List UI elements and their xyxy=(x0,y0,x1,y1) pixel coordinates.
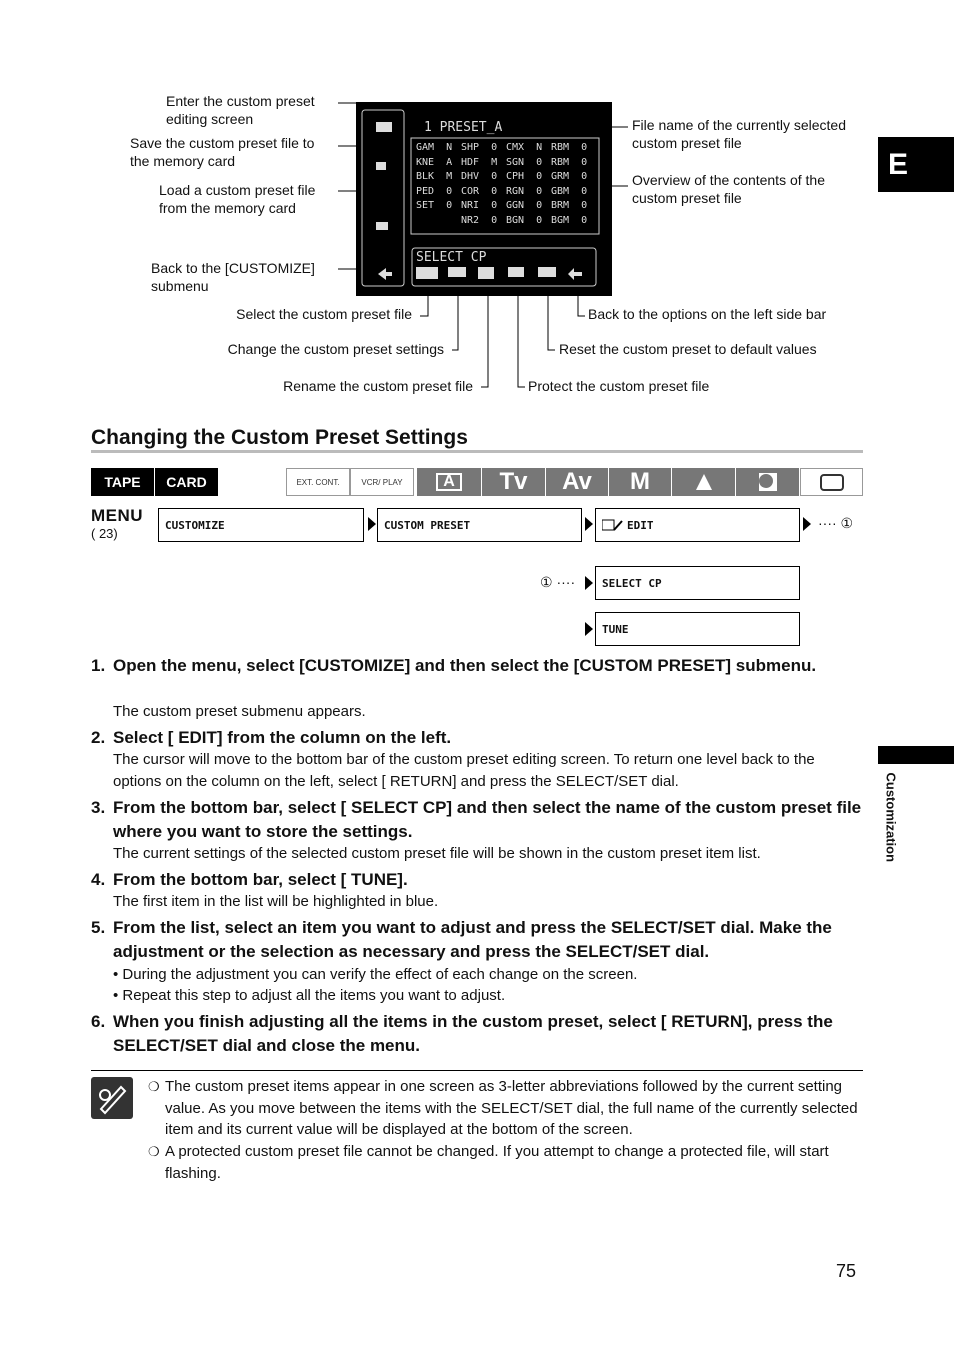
callout-change-settings: Change the custom preset settings xyxy=(227,341,444,357)
preset-item: RBM 0 xyxy=(551,156,588,168)
menu-label: MENU xyxy=(91,506,144,525)
pencil-icon xyxy=(91,1077,133,1119)
menu-page-ref xyxy=(91,526,118,541)
callout-select-file: Select the custom preset file xyxy=(236,306,412,322)
preset-item: CPH 0 xyxy=(506,171,543,182)
mode-frame xyxy=(800,468,863,496)
preset-item: GRM 0 xyxy=(551,171,588,182)
preset-item: COR 0 xyxy=(461,185,498,197)
preset-item: GGN 0 xyxy=(506,200,543,211)
section-title: Changing the Custom Preset Settings xyxy=(91,426,468,449)
callout-enter-edit: Enter the custom preset editing screen xyxy=(166,93,315,127)
step-5-bullet-2: • Repeat this step to adjust all the items you want to adjust. xyxy=(113,987,506,1004)
menu-edit-label: EDIT xyxy=(627,518,654,532)
step-number: 6. xyxy=(91,1012,106,1031)
preset-item: SET 0 xyxy=(416,200,453,211)
preset-item: RGN 0 xyxy=(506,185,543,197)
page-number: 75 xyxy=(836,1261,857,1281)
menu-arrow-5 xyxy=(585,622,593,636)
callout-reset-default: Reset the custom preset to default values xyxy=(559,341,817,357)
frame-icon xyxy=(819,472,845,492)
step-number: 5. xyxy=(91,918,106,937)
mode-auto-label: A xyxy=(436,473,462,491)
step-number: 1. xyxy=(91,656,106,675)
step-4-desc: The first item in the list will be highlighted in blue. xyxy=(113,893,439,910)
menu-arrow-4 xyxy=(585,576,593,590)
preset-item-grid xyxy=(416,142,596,232)
callout-rename-file: Rename the custom preset file xyxy=(283,378,473,394)
step-3-desc: The current settings of the selected custom preset file will be shown in the custom preset item list. xyxy=(113,845,761,862)
step-text: From the bottom bar, select [ TUNE]. xyxy=(113,870,408,889)
mode-auto xyxy=(417,468,481,496)
note-pencil-icon xyxy=(91,1077,133,1119)
preset-item: GAM N xyxy=(416,142,453,153)
preset-item: GBM 0 xyxy=(551,185,588,197)
menu-ref-text: ( 23) xyxy=(91,526,118,541)
menu-arrow-1 xyxy=(368,517,376,531)
mode-night xyxy=(736,468,799,496)
step-number: 4. xyxy=(91,870,106,889)
preset-item: BGN 0 xyxy=(506,214,543,226)
mode-ext-cont: EXT. CONT. xyxy=(286,468,350,496)
menu-custom-preset: CUSTOM PRESET xyxy=(377,508,582,542)
select-cp-label: SELECT CP xyxy=(416,250,487,265)
menu-arrow-2 xyxy=(585,517,593,531)
preset-item: NR2 0 xyxy=(461,214,498,226)
mode-card: CARD xyxy=(154,468,218,496)
night-icon xyxy=(758,472,778,492)
side-label xyxy=(876,772,899,885)
step-number: 2. xyxy=(91,728,106,747)
resume-marker: ① ···· xyxy=(540,574,576,590)
preset-item: DHV 0 xyxy=(461,171,498,182)
continue-circle: ① xyxy=(840,515,854,531)
customization-tab-bar xyxy=(878,746,954,764)
section-tab-e: E xyxy=(878,137,954,192)
callout-back-options: Back to the options on the left side bar xyxy=(588,306,827,322)
callout-back-customize: Back to the [CUSTOMIZE] submenu xyxy=(151,260,315,294)
preset-item: BRM 0 xyxy=(551,200,588,211)
preset-item: HDF M xyxy=(461,156,498,168)
resume-circle: ① xyxy=(540,574,553,590)
step-text: From the bottom bar, select [ SELECT CP] and then select the name of the custom preset file where you want to store the settings. xyxy=(113,798,862,841)
mode-vcr-play: VCR/ PLAY xyxy=(350,468,414,496)
step-number: 3. xyxy=(91,798,106,817)
preset-item: RBM 0 xyxy=(551,142,588,153)
preset-item: PED 0 xyxy=(416,185,453,197)
callout-save-card: Save the custom preset file to the memory card xyxy=(130,135,315,169)
note-1: The custom preset items appear in one screen as 3-letter abbreviations followed by the current setting value. As you move between the items with the SELECT/SET dial, the full name of the currently selected item and its current value will be displayed at the bottom of the screen. xyxy=(165,1078,858,1138)
notes-rule xyxy=(91,1070,863,1071)
menu-select-cp: SELECT CP xyxy=(595,566,800,600)
preset-item: NRI 0 xyxy=(461,200,498,211)
step-2-desc: The cursor will move to the bottom bar of the custom preset editing screen. To return one level back to the options on the column on the left, select [ RETURN] and press the SELECT/SET dial. xyxy=(113,751,815,790)
note-bullet-1: ❍ xyxy=(148,1079,160,1094)
mode-av: Av xyxy=(546,468,608,496)
preset-item: SHP 0 xyxy=(461,142,498,153)
callout-load-card: Load a custom preset file from the memory card xyxy=(159,182,316,216)
continue-marker: ···· ① xyxy=(818,515,854,531)
preset-item: BGM 0 xyxy=(551,214,588,226)
step-1-desc: The custom preset submenu appears. xyxy=(113,703,366,720)
customization-label: Customization xyxy=(883,772,899,863)
callout-protect-file: Protect the custom preset file xyxy=(528,378,710,394)
preset-item: KNE A xyxy=(416,156,453,168)
mode-spotlight xyxy=(672,468,735,496)
step-text: Select [ EDIT] from the column on the left. xyxy=(113,728,452,747)
menu-edit xyxy=(595,508,800,542)
note-bullet-2: ❍ xyxy=(148,1144,160,1159)
preset-item: BLK M xyxy=(416,171,453,182)
custom-preset-screen xyxy=(356,102,612,296)
preset-item: CMX N xyxy=(506,142,543,153)
mode-tv: Tv xyxy=(482,468,545,496)
mode-tape: TAPE xyxy=(91,468,154,496)
callout-file-name: File name of the currently selected custom preset file xyxy=(632,117,846,151)
menu-customize: CUSTOMIZE xyxy=(158,508,364,542)
menu-arrow-3 xyxy=(803,517,811,531)
callout-overview: Overview of the contents of the custom preset file xyxy=(632,172,825,206)
step-5-bullet-1: • During the adjustment you can verify the effect of each change on the screen. xyxy=(113,966,638,983)
mode-m: M xyxy=(609,468,671,496)
preset-item: SGN 0 xyxy=(506,156,543,168)
note-2: A protected custom preset file cannot be changed. If you attempt to change a protected file, will start flashing. xyxy=(165,1143,829,1182)
edit-icon xyxy=(602,519,624,531)
preset-title: 1 PRESET_A xyxy=(424,120,503,135)
spotlight-icon xyxy=(694,472,714,492)
step-text: Open the menu, select [CUSTOMIZE] and then select the [CUSTOM PRESET] submenu. xyxy=(113,656,817,675)
step-text: When you finish adjusting all the items in the custom preset, select [ RETURN], press the SELECT/SET dial and close the menu. xyxy=(113,1012,833,1055)
step-text: From the list, select an item you want to adjust and press the SELECT/SET dial. Make the adjustment or the selection as necessary and press the SELECT/SET dial. xyxy=(113,918,832,961)
title-rule xyxy=(91,450,863,453)
menu-tune: TUNE xyxy=(595,612,800,646)
